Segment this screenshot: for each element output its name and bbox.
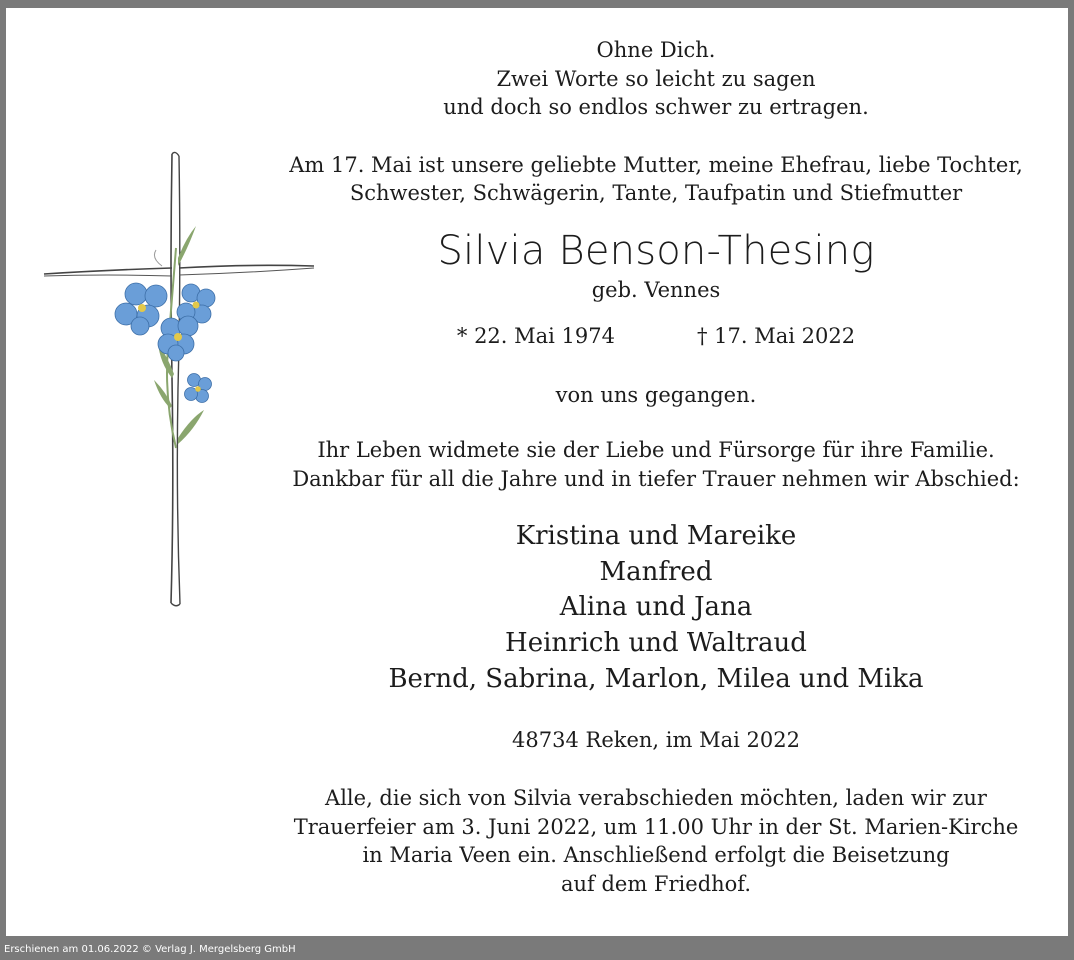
mourner-line: Kristina und Mareike bbox=[515, 521, 797, 551]
funeral-line: Alle, die sich von Silvia verabschieden möchten, laden wir zur bbox=[325, 786, 987, 811]
verse-line: Ohne Dich. bbox=[596, 38, 716, 62]
publication-footer: Erschienen am 01.06.2022 © Verlag J. Mergelsberg GmbH bbox=[4, 944, 296, 955]
funeral-line: auf dem Friedhof. bbox=[560, 871, 751, 896]
obituary-text bbox=[250, 36, 1062, 898]
deceased-name: Silvia Benson-Thesing bbox=[437, 227, 875, 274]
funeral-line: in Maria Veen ein. Anschließend erfolgt die Beisetzung bbox=[362, 843, 950, 868]
tribute-line: Ihr Leben widmete sie der Liebe und Fürsorge für ihre Familie. bbox=[317, 438, 995, 462]
intro-line: Am 17. Mai ist unsere geliebte Mutter, meine Ehefrau, liebe Tochter, bbox=[289, 152, 1023, 177]
verse-line: Zwei Worte so leicht zu sagen bbox=[496, 66, 816, 91]
mourner-line: Manfred bbox=[599, 556, 713, 587]
death-date: † 17. Mai 2022 bbox=[697, 323, 856, 348]
intro-line: Schwester, Schwägerin, Tante, Taufpatin und Stiefmutter bbox=[349, 181, 963, 205]
mourner-line: Alina und Jana bbox=[559, 592, 753, 623]
tribute-line: Dankbar für all die Jahre und in tiefer Trauer nehmen wir Abschied: bbox=[292, 466, 1020, 491]
passed-text: von uns gegangen. bbox=[555, 382, 757, 407]
place-date: 48734 Reken, im Mai 2022 bbox=[512, 727, 800, 752]
birth-date: * 22. Mai 1974 bbox=[456, 323, 615, 348]
mourner-line: Heinrich und Waltraud bbox=[505, 628, 807, 659]
verse-line: und doch so endlos schwer zu ertragen. bbox=[443, 95, 869, 119]
obituary-card bbox=[6, 8, 1068, 936]
mourner-line: Bernd, Sabrina, Marlon, Milea und Mika bbox=[388, 663, 924, 694]
maiden-name: geb. Vennes bbox=[591, 277, 721, 302]
funeral-line: Trauerfeier am 3. Juni 2022, um 11.00 Uhr in der St. Marien-Kirche bbox=[293, 814, 1019, 839]
life-dates bbox=[250, 322, 1062, 350]
